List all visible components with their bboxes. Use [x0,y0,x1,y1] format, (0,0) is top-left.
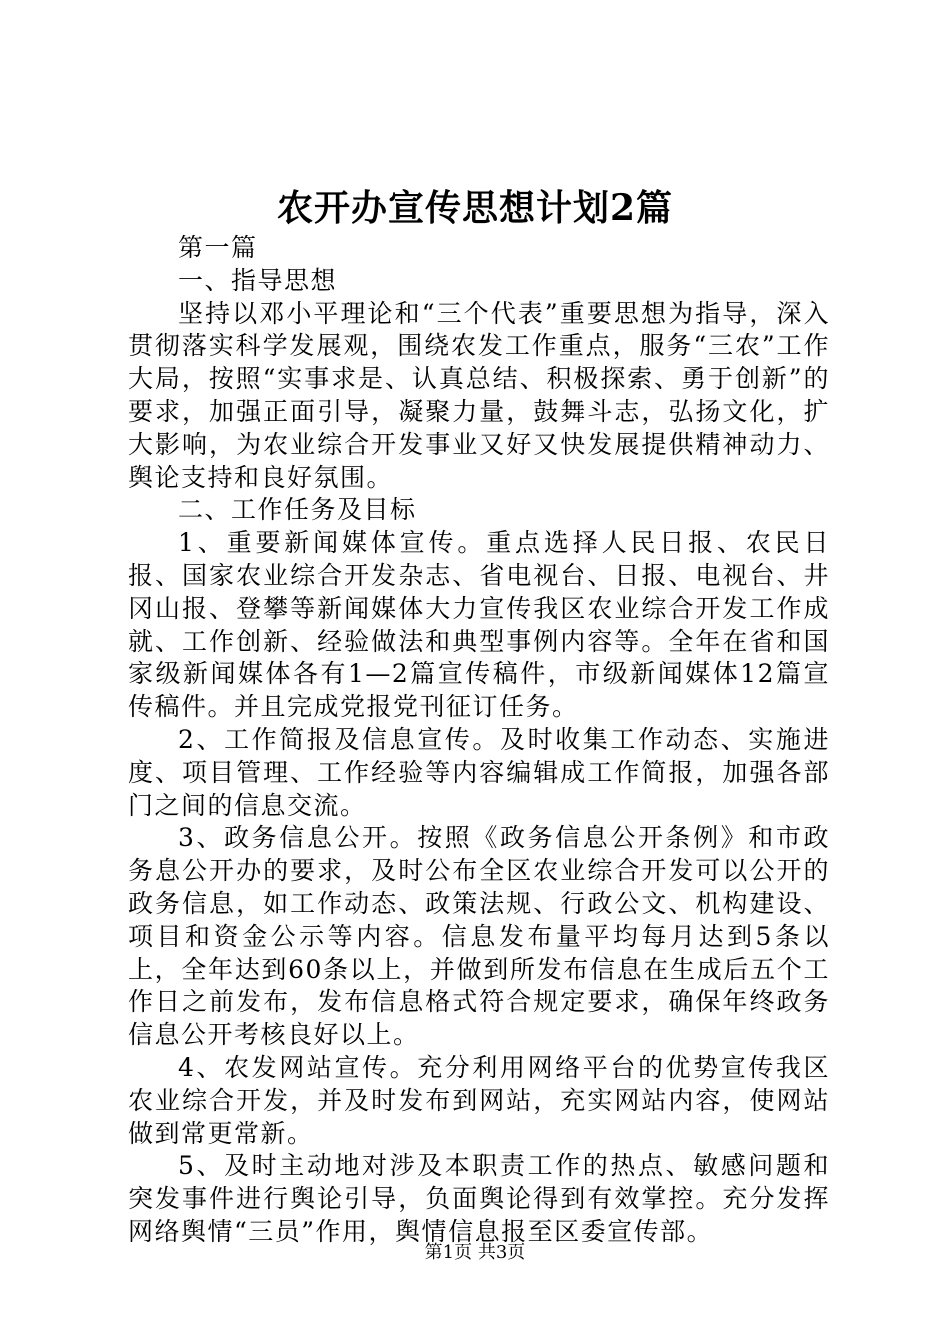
section-heading: 第一篇 [178,233,258,262]
body-paragraph: 坚持以邓小平理论和“三个代表”重要思想为指导，深入贯彻落实科学发展观，围绕农发工作重点，服务“三农”工作大局，按照“实事求是、认真总结、积极探索、勇于创新”的要求，加强正面引导，凝聚力量，鼓舞斗志，弘扬文化，扩大影响，为农业综合开发事业又好又快发展提供精神动力、舆论支持和良好氛围。 [128,298,830,492]
subsection-heading: 一、指导思想 [178,265,338,295]
document-title: 农开办宣传思想计划2篇 [276,187,674,229]
body-paragraph: 5、及时主动地对涉及本职责工作的热点、敏感问题和突发事件进行舆论引导，负面舆论得到有效掌控。充分发挥网络舆情“三员”作用，舆情信息报至区委宣传部。 [128,1151,830,1246]
page-footer: 第1页 共3页 [424,1242,526,1263]
body-paragraph: 3、政务信息公开。按照《政务信息公开条例》和市政务息公开办的要求，及时公布全区农业综合开发可以公开的政务信息，如工作动态、政策法规、行政公文、机构建设、项目和资金公示等内容。信息发布量平均每月达到5条以上，全年达到60条以上，并做到所发布信息在生成后五个工作日之前发布，发布信息格式符合规定要求，确保年终政务信息公开考核良好以上。 [128,823,830,1050]
body-paragraph: 4、农发网站宣传。充分利用网络平台的优势宣传我区农业综合开发，并及时发布到网站，充实网站内容，使网站做到常更常新。 [128,1052,830,1148]
body-paragraph: 2、工作简报及信息宣传。及时收集工作动态、实施进度、项目管理、工作经验等内容编辑成工作简报，加强各部门之间的信息交流。 [128,724,830,820]
document-body [128,232,830,1249]
body-paragraph: 1、重要新闻媒体宣传。重点选择人民日报、农民日报、国家农业综合开发杂志、省电视台、日报、电视台、井冈山报、登攀等新闻媒体大力宣传我区农业综合开发工作成就、工作创新、经验做法和典型事例内容等。全年在省和国家级新闻媒体各有1—2篇宣传稿件，市级新闻媒体12篇宣传稿件。并且完成党报党刊征订任务。 [128,528,830,722]
subsection-heading: 二、工作任务及目标 [178,495,417,525]
